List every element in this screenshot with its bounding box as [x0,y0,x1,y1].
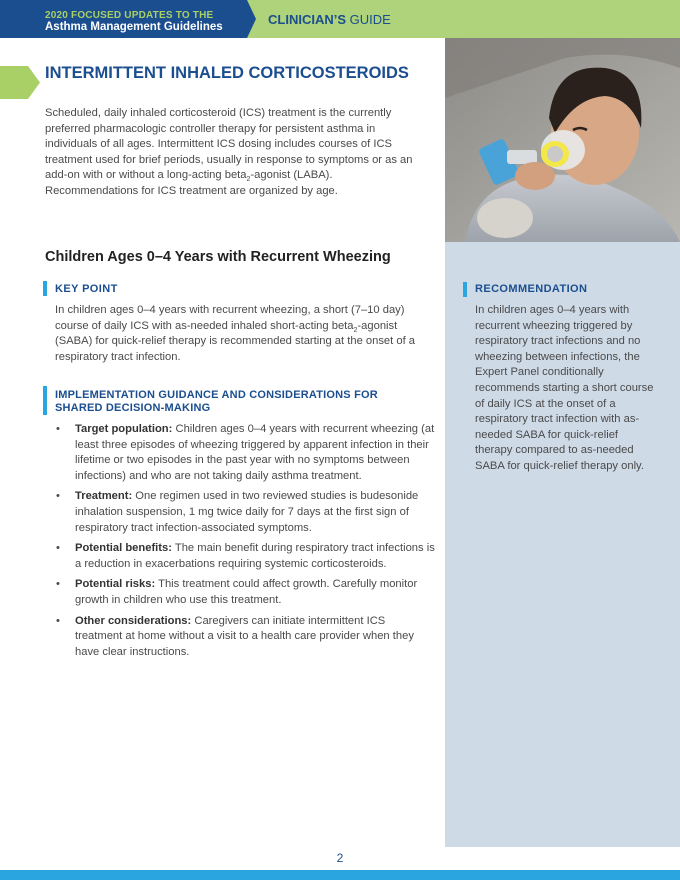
list-item [55,614,435,661]
header-series-block [0,0,247,38]
bullet-dot: • [56,542,60,555]
list-item-label: Other considerations: [75,614,192,627]
key-point-text [55,303,425,365]
header-series-line: 2020 FOCUSED UPDATES TO THE [45,10,214,21]
list-item-text: One regimen used in two reviewed studies is budesonide inhalation suspension, 1 mg twice daily for 7 days at the first sign of respiratory tract infection-associated symptoms. [75,490,419,534]
key-point-part2: -agonist (SABA) for quick-relief therapy is recommended starting at the onset of a respiratory tract infection. [55,319,416,363]
age-group-heading: Children Ages 0–4 Years with Recurrent Wheezing [45,249,391,265]
page-number: 2 [336,851,344,865]
implementation-accent-bar [43,386,47,415]
recommendation-accent-bar [463,282,467,297]
recommendation-text: In children ages 0–4 years with recurrent wheezing triggered by respiratory tract infections and no wheezing between infections, the Expert Panel conditionally recommends starting a short course of daily ICS at the onset of a respiratory tract infection with as-needed SABA for quick-relief therapy compared to as-needed SABA for quick-relief therapy only. [475,304,654,472]
key-point-part1: In children ages 0–4 years with recurrent wheezing, a short (7–10 day) course of daily ICS with as-needed inhaled short-acting beta [55,304,405,332]
list-item [55,577,435,608]
photo-illustration [445,38,680,242]
list-item-label: Treatment: [75,490,133,503]
list-item-text: This treatment could affect growth. Carefully monitor growth in children who use this treatment. [75,578,418,606]
footer-bar [0,870,680,880]
section-intro [45,106,427,200]
header-guide-bold: CLINICIAN’S [268,12,346,27]
list-item-label: Potential risks: [75,578,156,591]
intro-text-part1: Scheduled, daily inhaled corticosteroid (ICS) treatment is the currently preferred pharmacologic controller therapy for persistent asthma in individuals of all ages. Intermittent ICS dosing includes courses of ICS treatment used for brief periods, usually in response to symptoms or as an add-on with or without a long-acting beta [45,107,413,182]
child-inhaler-photo [445,38,680,242]
header-guide-rest: GUIDE [346,12,391,27]
header-guide-label [268,12,391,27]
section-title: INTERMITTENT INHALED CORTICOSTEROIDS [45,64,409,82]
intro-text-part2: -agonist (LABA). Recommendations for ICS treatment are organized by age. [45,169,338,197]
list-item [55,541,435,572]
key-point-subscript: 2 [353,326,358,334]
implementation-list [55,422,435,665]
header-chevron [247,0,256,38]
section-arrow-icon [0,66,40,99]
key-point-accent-bar [43,281,47,296]
list-item-label: Target population: [75,423,173,435]
bullet-dot: • [56,490,60,503]
bullet-dot: • [56,614,60,627]
list-item-text: The main benefit during respiratory tract infections is a reduction in exacerbations requiring systemic corticosteroids. [75,542,435,570]
list-item [55,489,435,536]
bullet-dot: • [56,578,60,591]
list-item-label: Potential benefits: [75,542,172,555]
list-item-text: Children ages 0–4 years with recurrent wheezing (at least three episodes of wheezing triggered by apparent infection in their lifetime or two episodes in the past year with no symptoms between infections) and who are not taking daily asthma treatment. [75,423,435,482]
header-title-line: Asthma Management Guidelines [45,21,223,33]
list-item-text: Caregivers can initiate intermittent ICS treatment at home without a visit to a health care provider when they have clear instructions. [75,614,414,658]
implementation-title: IMPLEMENTATION GUIDANCE AND CONSIDERATIONS FOR SHARED DECISION-MAKING [55,389,378,414]
key-point-title: KEY POINT [55,283,118,295]
list-item [55,422,435,484]
recommendation-title: RECOMMENDATION [475,283,588,295]
bullet-dot: • [56,423,60,435]
intro-subscript: 2 [246,176,251,184]
